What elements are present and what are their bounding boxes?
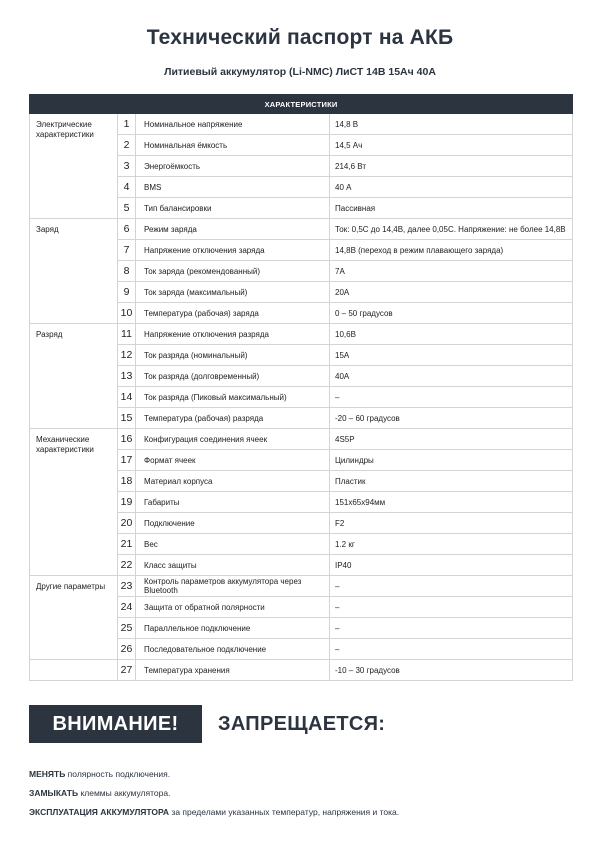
parameter-value: 7А	[330, 261, 573, 282]
parameter-name: Конфигурация соединения ячеек	[136, 429, 330, 450]
parameter-value: 14,8 В	[330, 114, 573, 135]
group-label: Заряд	[30, 219, 118, 324]
row-number: 5	[118, 198, 136, 219]
parameter-name: Напряжение отключения разряда	[136, 324, 330, 345]
group-label: Механические характеристики	[30, 429, 118, 576]
row-number: 22	[118, 555, 136, 576]
page-title: Технический паспорт на АКБ	[146, 26, 454, 49]
parameter-value: 15А	[330, 345, 573, 366]
parameter-name: Номинальная ёмкость	[136, 135, 330, 156]
row-number: 18	[118, 471, 136, 492]
row-number: 11	[118, 324, 136, 345]
rule-keyword: ЭКСПЛУАТАЦИЯ АККУМУЛЯТОРА	[29, 807, 170, 817]
parameter-value: –	[330, 576, 573, 597]
parameter-value: Пластик	[330, 471, 573, 492]
table-row	[30, 219, 573, 240]
parameter-name: Температура (рабочая) разряда	[136, 408, 330, 429]
group-label	[30, 660, 118, 681]
row-number: 19	[118, 492, 136, 513]
parameter-value: F2	[330, 513, 573, 534]
row-number: 21	[118, 534, 136, 555]
rule-text: клеммы аккумулятора.	[78, 788, 171, 798]
product-subtitle: Литиевый аккумулятор (Li-NMC) ЛиСТ 14В 15Ач 40А	[164, 66, 436, 78]
row-number: 4	[118, 177, 136, 198]
parameter-value: 0 – 50 градусов	[330, 303, 573, 324]
rule-keyword: ЗАМЫКАТЬ	[29, 788, 79, 798]
rule-text: полярность подключения.	[65, 769, 171, 779]
row-number: 9	[118, 282, 136, 303]
row-number: 10	[118, 303, 136, 324]
parameter-value: –	[330, 618, 573, 639]
table-row	[30, 324, 573, 345]
parameter-name: Габариты	[136, 492, 330, 513]
rule-text: за пределами указанных температур, напряжения и тока.	[169, 807, 400, 817]
parameter-value: -10 – 30 градусов	[330, 660, 573, 681]
parameter-name: Последовательное подключение	[136, 639, 330, 660]
table-row	[30, 114, 573, 135]
parameter-name: Параллельное подключение	[136, 618, 330, 639]
table-header: ХАРАКТЕРИСТИКИ	[30, 95, 573, 114]
parameter-value: –	[330, 639, 573, 660]
row-number: 8	[118, 261, 136, 282]
parameter-name: Защита от обратной полярности	[136, 597, 330, 618]
table-row	[30, 429, 573, 450]
row-number: 16	[118, 429, 136, 450]
parameter-value: –	[330, 597, 573, 618]
table-header-row	[30, 95, 573, 114]
row-number: 20	[118, 513, 136, 534]
parameter-value: 40 А	[330, 177, 573, 198]
rule-item	[29, 769, 170, 779]
table-row	[30, 660, 573, 681]
row-number: 2	[118, 135, 136, 156]
row-number: 1	[118, 114, 136, 135]
row-number: 17	[118, 450, 136, 471]
parameter-name: BMS	[136, 177, 330, 198]
parameter-name: Материал корпуса	[136, 471, 330, 492]
group-label: Электрические характеристики	[30, 114, 118, 219]
parameter-name: Температура хранения	[136, 660, 330, 681]
parameter-value: 10,6В	[330, 324, 573, 345]
row-number: 3	[118, 156, 136, 177]
parameter-name: Температура (рабочая) заряда	[136, 303, 330, 324]
parameter-value: Ток: 0,5С до 14,4В, далее 0,05С. Напряжение: не более 14,8В	[330, 219, 573, 240]
parameter-value: IP40	[330, 555, 573, 576]
row-number: 15	[118, 408, 136, 429]
rule-item	[29, 807, 399, 817]
parameter-name: Энергоёмкость	[136, 156, 330, 177]
row-number: 26	[118, 639, 136, 660]
prohibited-heading: ЗАПРЕЩАЕТСЯ:	[218, 713, 386, 735]
rule-keyword: МЕНЯТЬ	[29, 769, 66, 779]
parameter-name: Ток разряда (Пиковый максимальный)	[136, 387, 330, 408]
row-number: 6	[118, 219, 136, 240]
group-label: Другие параметры	[30, 576, 118, 660]
parameter-value: 214,6 Вт	[330, 156, 573, 177]
group-label: Разряд	[30, 324, 118, 429]
parameter-value: –	[330, 387, 573, 408]
parameter-name: Ток разряда (номинальный)	[136, 345, 330, 366]
parameter-name: Вес	[136, 534, 330, 555]
parameter-value: 1.2 кг	[330, 534, 573, 555]
row-number: 13	[118, 366, 136, 387]
parameter-value: -20 – 60 градусов	[330, 408, 573, 429]
parameter-name: Режим заряда	[136, 219, 330, 240]
parameter-name: Подключение	[136, 513, 330, 534]
parameter-value: 40А	[330, 366, 573, 387]
parameter-name: Контроль параметров аккумулятора через Bluetooth	[136, 576, 330, 597]
warning-badge: ВНИМАНИЕ!	[29, 705, 202, 743]
parameter-value: 4S5P	[330, 429, 573, 450]
parameter-name: Напряжение отключения заряда	[136, 240, 330, 261]
row-number: 25	[118, 618, 136, 639]
parameter-name: Тип балансировки	[136, 198, 330, 219]
parameter-name: Ток разряда (долговременный)	[136, 366, 330, 387]
spec-table-body	[30, 114, 573, 681]
row-number: 27	[118, 660, 136, 681]
parameter-value: 20А	[330, 282, 573, 303]
parameter-name: Ток заряда (рекомендованный)	[136, 261, 330, 282]
spec-table	[29, 94, 573, 681]
row-number: 12	[118, 345, 136, 366]
row-number: 14	[118, 387, 136, 408]
parameter-name: Класс защиты	[136, 555, 330, 576]
row-number: 7	[118, 240, 136, 261]
row-number: 24	[118, 597, 136, 618]
parameter-value: Цилиндры	[330, 450, 573, 471]
parameter-value: 14,5 Ач	[330, 135, 573, 156]
parameter-name: Формат ячеек	[136, 450, 330, 471]
row-number: 23	[118, 576, 136, 597]
rule-item	[29, 788, 170, 798]
parameter-value: 14,8В (переход в режим плавающего заряда)	[330, 240, 573, 261]
parameter-name: Ток заряда (максимальный)	[136, 282, 330, 303]
parameter-value: 151x65x94мм	[330, 492, 573, 513]
parameter-name: Номинальное напряжение	[136, 114, 330, 135]
parameter-value: Пассивная	[330, 198, 573, 219]
table-row	[30, 576, 573, 597]
